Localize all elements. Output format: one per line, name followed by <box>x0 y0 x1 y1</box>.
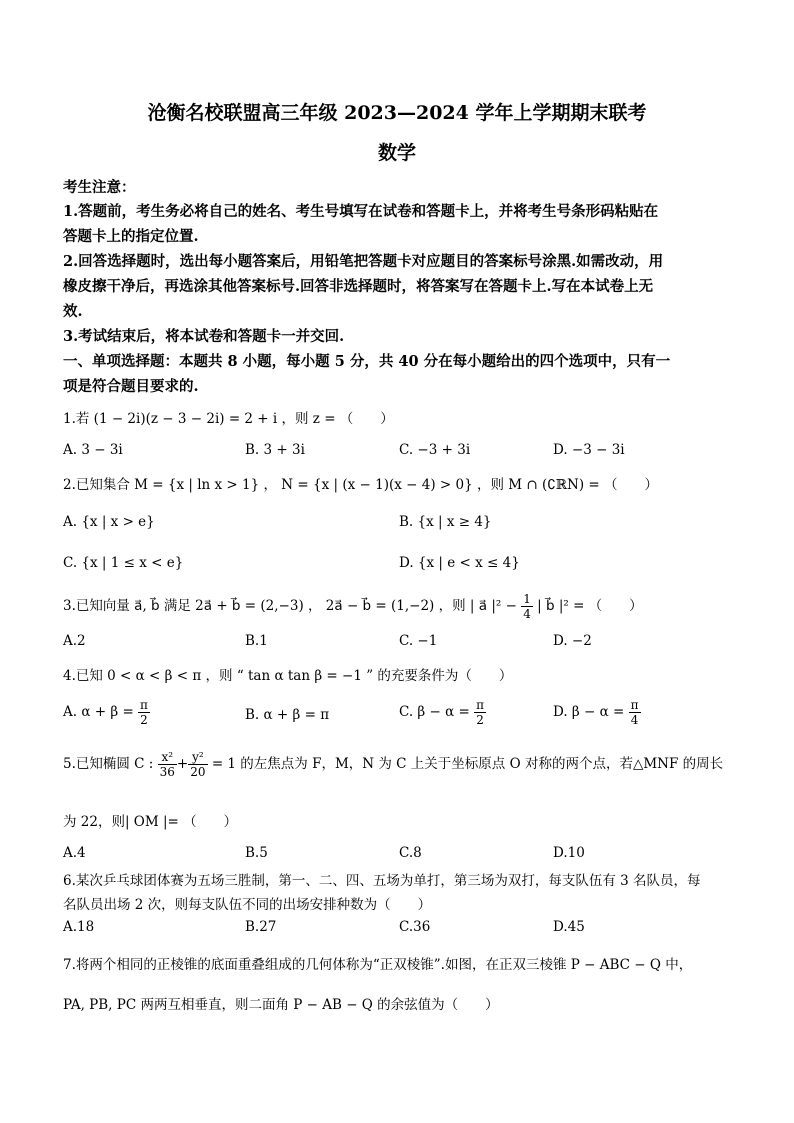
fraction-numerator: π <box>140 698 148 712</box>
fraction-denominator: 2 <box>140 713 148 727</box>
question-3-stem <box>63 592 643 621</box>
question-2-option-c: C. {x | 1 ≤ x < e} <box>63 555 184 571</box>
fraction-denominator: 2 <box>476 713 484 727</box>
notice-item-2-line-3: 效. <box>63 303 83 320</box>
fraction-denominator: 20 <box>190 765 206 779</box>
notice-item-2-line-2: 橡皮擦干净后，再选涂其他答案标号.回答非选择题时，将答案写在答题卡上.写在本试卷上无 <box>63 278 654 295</box>
question-5-option-a: A.4 <box>63 845 86 861</box>
fraction-numerator: x² <box>158 750 177 765</box>
question-5-option-d: D.10 <box>553 845 585 861</box>
question-4-stem: 4.已知 0 < α < β < π ，则 “ tan α tan β = −1 ” 的充要条件为（ ） <box>63 668 513 684</box>
option-c-text: C. β − α = <box>399 704 470 720</box>
question-3-stem-pre: 3.已知向量 a⃗, b⃗ 满足 2a⃗ + b⃗ = (2,−3) ， 2a⃗ − b⃗ = (1,−2) ，则 | a⃗ |² − <box>63 598 517 614</box>
fraction-x-squared-over-36 <box>158 750 177 779</box>
question-7-stem-line-2: PA, PB, PC 两两互相垂直，则二面角 P − AB − Q 的余弦值为（ ） <box>63 997 499 1013</box>
question-5-stem <box>63 750 723 779</box>
fraction-pi-over-2 <box>474 698 486 727</box>
question-6-stem-line-1: 6.某次乒乓球团体赛为五场三胜制，第一、二、四、五场为单打，第三场为双打，每支队伍有 3 名队员，每 <box>63 873 701 889</box>
notice-item-1-line-1: 1.答题前，考生务必将自己的姓名、考生号填写在试卷和答题卡上，并将考生号条形码粘贴在 <box>63 203 659 220</box>
question-2-option-a: A. {x | x > e} <box>63 514 155 530</box>
question-2-option-d: D. {x | e < x ≤ 4} <box>399 555 520 571</box>
question-5-stem-post: = 1 的左焦点为 F，M，N 为 C 上关于坐标原点 O 对称的两个点，若△MNF 的周长 <box>211 756 724 772</box>
question-5-option-b: B.5 <box>245 845 268 861</box>
question-6-option-c: C.36 <box>399 919 431 935</box>
section-heading-line-1: 一、单项选择题：本题共 8 小题，每小题 5 分，共 40 分在每小题给出的四个选项中，只有一 <box>63 353 671 370</box>
fraction-denominator: 4 <box>630 713 639 727</box>
notice-item-1-line-2: 答题卡上的指定位置. <box>63 228 199 245</box>
option-a-text: A. α + β = <box>63 704 134 720</box>
question-1-option-d: D. −3 − 3i <box>553 442 625 458</box>
fraction-denominator: 36 <box>159 765 175 779</box>
subject-title: 数学 <box>377 142 416 164</box>
question-5-stem-pre: 5.已知椭圆 C : <box>63 756 154 772</box>
question-1-option-c: C. −3 + 3i <box>399 442 471 458</box>
question-6-stem-line-2: 名队员出场 2 次，则每支队伍不同的出场安排种数为（ ） <box>63 897 432 913</box>
question-2-stem: 2.已知集合 M = {x | ln x > 1} ， N = {x | (x − 1)(x − 4) > 0} ，则 M ∩ (∁ℝN) = （ ） <box>63 477 659 493</box>
question-5-stem-line-2: 为 22，则| OM |= （ ） <box>63 814 238 830</box>
fraction-numerator: π <box>630 698 639 712</box>
question-3-option-c: C. −1 <box>399 633 438 649</box>
notice-heading: 考生注意： <box>63 179 136 196</box>
question-3-option-b: B.1 <box>245 633 268 649</box>
question-7-stem-line-1: 7.将两个相同的正棱锥的底面重叠组成的几何体称为“正双棱锥”.如图，在正双三棱锥 P − ABC − Q 中， <box>63 957 693 973</box>
question-1-stem: 1.若 (1 − 2i)(z − 3 − 2i) = 2 + i ，则 z = （ ） <box>63 411 394 427</box>
question-1-option-b: B. 3 + 3i <box>245 442 305 458</box>
fraction-numerator: 1 <box>523 592 531 606</box>
question-2-option-b: B. {x | x ≥ 4} <box>399 514 492 530</box>
fraction-one-quarter <box>521 592 533 621</box>
option-d-text: D. β − α = <box>553 704 625 720</box>
question-3-option-d: D. −2 <box>553 633 592 649</box>
fraction-pi-over-2 <box>138 698 150 727</box>
question-1-option-a: A. 3 − 3i <box>63 442 123 458</box>
question-4-option-a <box>63 698 150 727</box>
page-title: 沧衡名校联盟高三年级 2023—2024 学年上学期期末联考 <box>147 102 647 124</box>
question-6-option-a: A.18 <box>63 919 95 935</box>
question-4-option-d <box>553 698 641 727</box>
question-5-option-c: C.8 <box>399 845 422 861</box>
question-4-option-c <box>399 698 486 727</box>
fraction-numerator: π <box>476 698 485 712</box>
fraction-y-squared-over-20 <box>188 750 207 779</box>
question-6-option-d: D.45 <box>553 919 585 935</box>
question-3-stem-post: | b⃗ |² = （ ） <box>537 598 643 614</box>
question-4-option-b: B. α + β = π <box>245 707 330 723</box>
fraction-pi-over-4 <box>629 698 641 727</box>
fraction-denominator: 4 <box>523 607 531 621</box>
question-6-option-b: B.27 <box>245 919 277 935</box>
notice-item-3: 3.考试结束后，将本试卷和答题卡一并交回. <box>63 328 345 345</box>
section-heading-line-2: 项是符合题目要求的. <box>63 378 199 395</box>
plus-sign: + <box>176 756 189 772</box>
fraction-numerator: y² <box>188 750 207 765</box>
notice-item-2-line-1: 2.回答选择题时，选出每小题答案后，用铅笔把答题卡对应题目的答案标号涂黑.如需改动，用 <box>63 253 664 270</box>
question-3-option-a: A.2 <box>63 633 86 649</box>
